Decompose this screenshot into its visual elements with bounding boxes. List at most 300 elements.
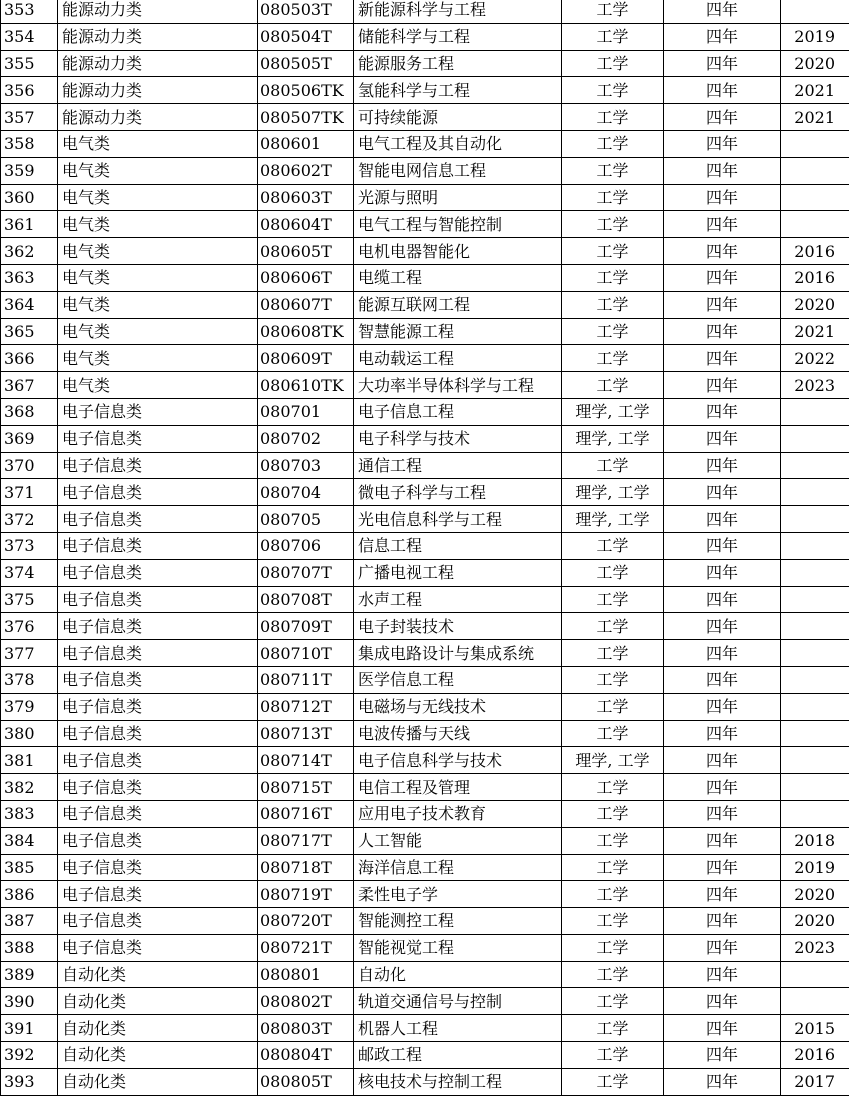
year-added-cell: 2020 (781, 881, 849, 908)
major-code-cell: 080712T (258, 693, 354, 720)
degree-cell: 工学 (562, 1068, 664, 1095)
table-row (1, 1015, 849, 1042)
degree-cell: 工学 (562, 372, 664, 399)
row-number: 366 (1, 345, 58, 372)
table-row (1, 264, 849, 291)
major-code-cell: 080605T (258, 238, 354, 265)
year-added-cell (781, 157, 849, 184)
year-added-cell (781, 640, 849, 667)
degree-cell: 工学 (562, 559, 664, 586)
duration-cell: 四年 (664, 881, 781, 908)
table-row (1, 425, 849, 452)
row-number: 378 (1, 666, 58, 693)
category-cell: 电气类 (58, 372, 258, 399)
year-added-cell: 2021 (781, 104, 849, 131)
year-added-cell (781, 452, 849, 479)
table-body (1, 0, 849, 1095)
category-cell: 电气类 (58, 130, 258, 157)
year-added-cell (781, 586, 849, 613)
duration-cell: 四年 (664, 0, 781, 23)
table-row (1, 291, 849, 318)
table-row (1, 0, 849, 23)
table-row (1, 77, 849, 104)
row-number: 386 (1, 881, 58, 908)
duration-cell: 四年 (664, 264, 781, 291)
table-row (1, 345, 849, 372)
major-code-cell: 080607T (258, 291, 354, 318)
degree-cell: 理学, 工学 (562, 747, 664, 774)
major-name-cell: 电动载运工程 (354, 345, 562, 372)
table-row (1, 130, 849, 157)
major-code-cell: 080702 (258, 425, 354, 452)
row-number: 375 (1, 586, 58, 613)
year-added-cell: 2016 (781, 238, 849, 265)
category-cell: 电子信息类 (58, 559, 258, 586)
row-number: 374 (1, 559, 58, 586)
category-cell: 自动化类 (58, 1042, 258, 1069)
major-name-cell: 电机电器智能化 (354, 238, 562, 265)
major-code-cell: 080802T (258, 988, 354, 1015)
table-row (1, 532, 849, 559)
major-name-cell: 微电子科学与工程 (354, 479, 562, 506)
table-row (1, 640, 849, 667)
category-cell: 能源动力类 (58, 0, 258, 23)
duration-cell: 四年 (664, 1015, 781, 1042)
year-added-cell: 2020 (781, 908, 849, 935)
duration-cell: 四年 (664, 747, 781, 774)
major-name-cell: 邮政工程 (354, 1042, 562, 1069)
row-number: 364 (1, 291, 58, 318)
row-number: 371 (1, 479, 58, 506)
year-added-cell (781, 130, 849, 157)
degree-cell: 工学 (562, 800, 664, 827)
major-name-cell: 大功率半导体科学与工程 (354, 372, 562, 399)
major-code-cell: 080606T (258, 264, 354, 291)
table-row (1, 800, 849, 827)
table-row (1, 211, 849, 238)
table-row (1, 1042, 849, 1069)
category-cell: 能源动力类 (58, 104, 258, 131)
category-cell: 电子信息类 (58, 398, 258, 425)
major-code-cell: 080603T (258, 184, 354, 211)
degree-cell: 工学 (562, 291, 664, 318)
category-cell: 电气类 (58, 291, 258, 318)
table-row (1, 104, 849, 131)
category-cell: 电气类 (58, 211, 258, 238)
major-name-cell: 电子封装技术 (354, 613, 562, 640)
major-code-cell: 080703 (258, 452, 354, 479)
duration-cell: 四年 (664, 854, 781, 881)
year-added-cell (781, 532, 849, 559)
table-row (1, 747, 849, 774)
year-added-cell (781, 184, 849, 211)
year-added-cell: 2021 (781, 77, 849, 104)
duration-cell: 四年 (664, 961, 781, 988)
degree-cell: 工学 (562, 452, 664, 479)
category-cell: 电子信息类 (58, 506, 258, 533)
row-number: 389 (1, 961, 58, 988)
duration-cell: 四年 (664, 238, 781, 265)
row-number: 382 (1, 774, 58, 801)
row-number: 393 (1, 1068, 58, 1095)
row-number: 385 (1, 854, 58, 881)
major-name-cell: 智能视觉工程 (354, 934, 562, 961)
major-code-cell: 080720T (258, 908, 354, 935)
major-name-cell: 水声工程 (354, 586, 562, 613)
duration-cell: 四年 (664, 693, 781, 720)
row-number: 353 (1, 0, 58, 23)
major-code-cell: 080713T (258, 720, 354, 747)
table-row (1, 157, 849, 184)
duration-cell: 四年 (664, 988, 781, 1015)
row-number: 369 (1, 425, 58, 452)
major-name-cell: 新能源科学与工程 (354, 0, 562, 23)
degree-cell: 工学 (562, 881, 664, 908)
major-name-cell: 电磁场与无线技术 (354, 693, 562, 720)
degree-cell: 工学 (562, 157, 664, 184)
duration-cell: 四年 (664, 23, 781, 50)
category-cell: 电子信息类 (58, 854, 258, 881)
major-code-cell: 080705 (258, 506, 354, 533)
table-row (1, 666, 849, 693)
category-cell: 自动化类 (58, 988, 258, 1015)
row-number: 388 (1, 934, 58, 961)
duration-cell: 四年 (664, 720, 781, 747)
category-cell: 电子信息类 (58, 881, 258, 908)
duration-cell: 四年 (664, 800, 781, 827)
category-cell: 电子信息类 (58, 934, 258, 961)
year-added-cell: 2022 (781, 345, 849, 372)
duration-cell: 四年 (664, 1042, 781, 1069)
duration-cell: 四年 (664, 586, 781, 613)
year-added-cell: 2023 (781, 934, 849, 961)
major-name-cell: 自动化 (354, 961, 562, 988)
degree-cell: 工学 (562, 666, 664, 693)
year-added-cell (781, 988, 849, 1015)
year-added-cell: 2019 (781, 23, 849, 50)
table-row (1, 774, 849, 801)
major-name-cell: 电子信息工程 (354, 398, 562, 425)
year-added-cell (781, 506, 849, 533)
duration-cell: 四年 (664, 1068, 781, 1095)
category-cell: 能源动力类 (58, 50, 258, 77)
table-row (1, 479, 849, 506)
year-added-cell: 2019 (781, 854, 849, 881)
degree-cell: 工学 (562, 77, 664, 104)
category-cell: 电气类 (58, 264, 258, 291)
row-number: 376 (1, 613, 58, 640)
degree-cell: 理学, 工学 (562, 506, 664, 533)
major-code-cell: 080714T (258, 747, 354, 774)
major-code-cell: 080602T (258, 157, 354, 184)
row-number: 379 (1, 693, 58, 720)
major-name-cell: 电气工程及其自动化 (354, 130, 562, 157)
category-cell: 电子信息类 (58, 908, 258, 935)
year-added-cell (781, 666, 849, 693)
duration-cell: 四年 (664, 479, 781, 506)
row-number: 373 (1, 532, 58, 559)
major-code-cell: 080505T (258, 50, 354, 77)
year-added-cell (781, 961, 849, 988)
row-number: 361 (1, 211, 58, 238)
year-added-cell (781, 211, 849, 238)
table-row (1, 827, 849, 854)
major-code-cell: 080609T (258, 345, 354, 372)
category-cell: 电子信息类 (58, 693, 258, 720)
degree-cell: 理学, 工学 (562, 398, 664, 425)
major-code-cell: 080716T (258, 800, 354, 827)
major-code-cell: 080711T (258, 666, 354, 693)
category-cell: 电子信息类 (58, 747, 258, 774)
table-row (1, 854, 849, 881)
year-added-cell: 2015 (781, 1015, 849, 1042)
category-cell: 自动化类 (58, 1068, 258, 1095)
degree-cell: 工学 (562, 23, 664, 50)
major-code-cell: 080719T (258, 881, 354, 908)
major-code-cell: 080718T (258, 854, 354, 881)
major-code-cell: 080706 (258, 532, 354, 559)
duration-cell: 四年 (664, 774, 781, 801)
major-name-cell: 电子科学与技术 (354, 425, 562, 452)
degree-cell: 工学 (562, 238, 664, 265)
year-added-cell (781, 720, 849, 747)
row-number: 354 (1, 23, 58, 50)
major-code-cell: 080717T (258, 827, 354, 854)
major-code-cell: 080506TK (258, 77, 354, 104)
major-name-cell: 光源与照明 (354, 184, 562, 211)
table-row (1, 238, 849, 265)
duration-cell: 四年 (664, 104, 781, 131)
table-row (1, 506, 849, 533)
table-row (1, 23, 849, 50)
row-number: 368 (1, 398, 58, 425)
duration-cell: 四年 (664, 77, 781, 104)
category-cell: 能源动力类 (58, 77, 258, 104)
table-row (1, 908, 849, 935)
table-row (1, 586, 849, 613)
row-number: 392 (1, 1042, 58, 1069)
duration-cell: 四年 (664, 452, 781, 479)
category-cell: 电子信息类 (58, 532, 258, 559)
year-added-cell (781, 800, 849, 827)
major-name-cell: 可持续能源 (354, 104, 562, 131)
duration-cell: 四年 (664, 372, 781, 399)
row-number: 360 (1, 184, 58, 211)
row-number: 363 (1, 264, 58, 291)
row-number: 362 (1, 238, 58, 265)
year-added-cell: 2020 (781, 291, 849, 318)
duration-cell: 四年 (664, 640, 781, 667)
major-code-cell: 080801 (258, 961, 354, 988)
table-row (1, 184, 849, 211)
category-cell: 电子信息类 (58, 800, 258, 827)
year-added-cell (781, 693, 849, 720)
degree-cell: 工学 (562, 130, 664, 157)
row-number: 370 (1, 452, 58, 479)
major-code-cell: 080610TK (258, 372, 354, 399)
degree-cell: 工学 (562, 586, 664, 613)
table-row (1, 50, 849, 77)
category-cell: 电气类 (58, 184, 258, 211)
duration-cell: 四年 (664, 345, 781, 372)
year-added-cell: 2016 (781, 264, 849, 291)
degree-cell: 工学 (562, 104, 664, 131)
year-added-cell (781, 774, 849, 801)
category-cell: 电子信息类 (58, 613, 258, 640)
major-code-cell: 080707T (258, 559, 354, 586)
duration-cell: 四年 (664, 398, 781, 425)
table-row (1, 961, 849, 988)
year-added-cell: 2023 (781, 372, 849, 399)
major-code-cell: 080708T (258, 586, 354, 613)
duration-cell: 四年 (664, 908, 781, 935)
major-name-cell: 医学信息工程 (354, 666, 562, 693)
major-name-cell: 机器人工程 (354, 1015, 562, 1042)
category-cell: 电子信息类 (58, 720, 258, 747)
degree-cell: 工学 (562, 184, 664, 211)
degree-cell: 工学 (562, 1042, 664, 1069)
degree-cell: 工学 (562, 827, 664, 854)
major-name-cell: 核电技术与控制工程 (354, 1068, 562, 1095)
year-added-cell (781, 747, 849, 774)
major-code-cell: 080701 (258, 398, 354, 425)
degree-cell: 工学 (562, 854, 664, 881)
major-code-cell: 080704 (258, 479, 354, 506)
row-number: 372 (1, 506, 58, 533)
year-added-cell (781, 0, 849, 23)
degree-cell: 工学 (562, 720, 664, 747)
year-added-cell: 2018 (781, 827, 849, 854)
duration-cell: 四年 (664, 291, 781, 318)
major-code-cell: 080507TK (258, 104, 354, 131)
major-name-cell: 轨道交通信号与控制 (354, 988, 562, 1015)
row-number: 387 (1, 908, 58, 935)
year-added-cell (781, 613, 849, 640)
major-name-cell: 电子信息科学与技术 (354, 747, 562, 774)
major-name-cell: 应用电子技术教育 (354, 800, 562, 827)
degree-cell: 工学 (562, 318, 664, 345)
degree-cell: 理学, 工学 (562, 479, 664, 506)
row-number: 377 (1, 640, 58, 667)
year-added-cell: 2021 (781, 318, 849, 345)
row-number: 355 (1, 50, 58, 77)
duration-cell: 四年 (664, 157, 781, 184)
row-number: 357 (1, 104, 58, 131)
duration-cell: 四年 (664, 532, 781, 559)
degree-cell: 理学, 工学 (562, 425, 664, 452)
major-code-cell: 080805T (258, 1068, 354, 1095)
major-name-cell: 能源互联网工程 (354, 291, 562, 318)
category-cell: 电气类 (58, 318, 258, 345)
table-row (1, 988, 849, 1015)
row-number: 391 (1, 1015, 58, 1042)
duration-cell: 四年 (664, 211, 781, 238)
category-cell: 电子信息类 (58, 425, 258, 452)
category-cell: 电子信息类 (58, 827, 258, 854)
duration-cell: 四年 (664, 425, 781, 452)
major-code-cell: 080715T (258, 774, 354, 801)
degree-cell: 工学 (562, 988, 664, 1015)
major-name-cell: 海洋信息工程 (354, 854, 562, 881)
degree-cell: 工学 (562, 1015, 664, 1042)
table-row (1, 720, 849, 747)
duration-cell: 四年 (664, 613, 781, 640)
category-cell: 电子信息类 (58, 774, 258, 801)
table-row (1, 398, 849, 425)
major-code-cell: 080803T (258, 1015, 354, 1042)
major-code-cell: 080504T (258, 23, 354, 50)
duration-cell: 四年 (664, 50, 781, 77)
category-cell: 电子信息类 (58, 640, 258, 667)
major-code-cell: 080604T (258, 211, 354, 238)
major-name-cell: 电波传播与天线 (354, 720, 562, 747)
category-cell: 自动化类 (58, 1015, 258, 1042)
row-number: 367 (1, 372, 58, 399)
table-row (1, 559, 849, 586)
major-code-cell: 080709T (258, 613, 354, 640)
category-cell: 电子信息类 (58, 479, 258, 506)
major-name-cell: 光电信息科学与工程 (354, 506, 562, 533)
category-cell: 能源动力类 (58, 23, 258, 50)
year-added-cell: 2017 (781, 1068, 849, 1095)
row-number: 359 (1, 157, 58, 184)
major-name-cell: 人工智能 (354, 827, 562, 854)
row-number: 365 (1, 318, 58, 345)
category-cell: 电气类 (58, 345, 258, 372)
table-row (1, 613, 849, 640)
major-code-cell: 080804T (258, 1042, 354, 1069)
major-name-cell: 能源服务工程 (354, 50, 562, 77)
table-row (1, 881, 849, 908)
row-number: 380 (1, 720, 58, 747)
major-code-cell: 080503T (258, 0, 354, 23)
duration-cell: 四年 (664, 506, 781, 533)
category-cell: 自动化类 (58, 961, 258, 988)
row-number: 390 (1, 988, 58, 1015)
degree-cell: 工学 (562, 774, 664, 801)
duration-cell: 四年 (664, 559, 781, 586)
major-name-cell: 储能科学与工程 (354, 23, 562, 50)
degree-cell: 工学 (562, 0, 664, 23)
table-row (1, 372, 849, 399)
category-cell: 电子信息类 (58, 586, 258, 613)
category-cell: 电子信息类 (58, 666, 258, 693)
major-name-cell: 电信工程及管理 (354, 774, 562, 801)
degree-cell: 工学 (562, 613, 664, 640)
degree-cell: 工学 (562, 345, 664, 372)
category-cell: 电子信息类 (58, 452, 258, 479)
table-row (1, 693, 849, 720)
duration-cell: 四年 (664, 934, 781, 961)
row-number: 358 (1, 130, 58, 157)
year-added-cell: 2020 (781, 50, 849, 77)
duration-cell: 四年 (664, 130, 781, 157)
major-name-cell: 广播电视工程 (354, 559, 562, 586)
table-row (1, 452, 849, 479)
table-row (1, 1068, 849, 1095)
row-number: 356 (1, 77, 58, 104)
row-number: 384 (1, 827, 58, 854)
degree-cell: 工学 (562, 50, 664, 77)
duration-cell: 四年 (664, 666, 781, 693)
major-name-cell: 智能电网信息工程 (354, 157, 562, 184)
degree-cell: 工学 (562, 640, 664, 667)
degree-cell: 工学 (562, 532, 664, 559)
row-number: 383 (1, 800, 58, 827)
degree-cell: 工学 (562, 693, 664, 720)
major-code-cell: 080710T (258, 640, 354, 667)
degree-cell: 工学 (562, 934, 664, 961)
